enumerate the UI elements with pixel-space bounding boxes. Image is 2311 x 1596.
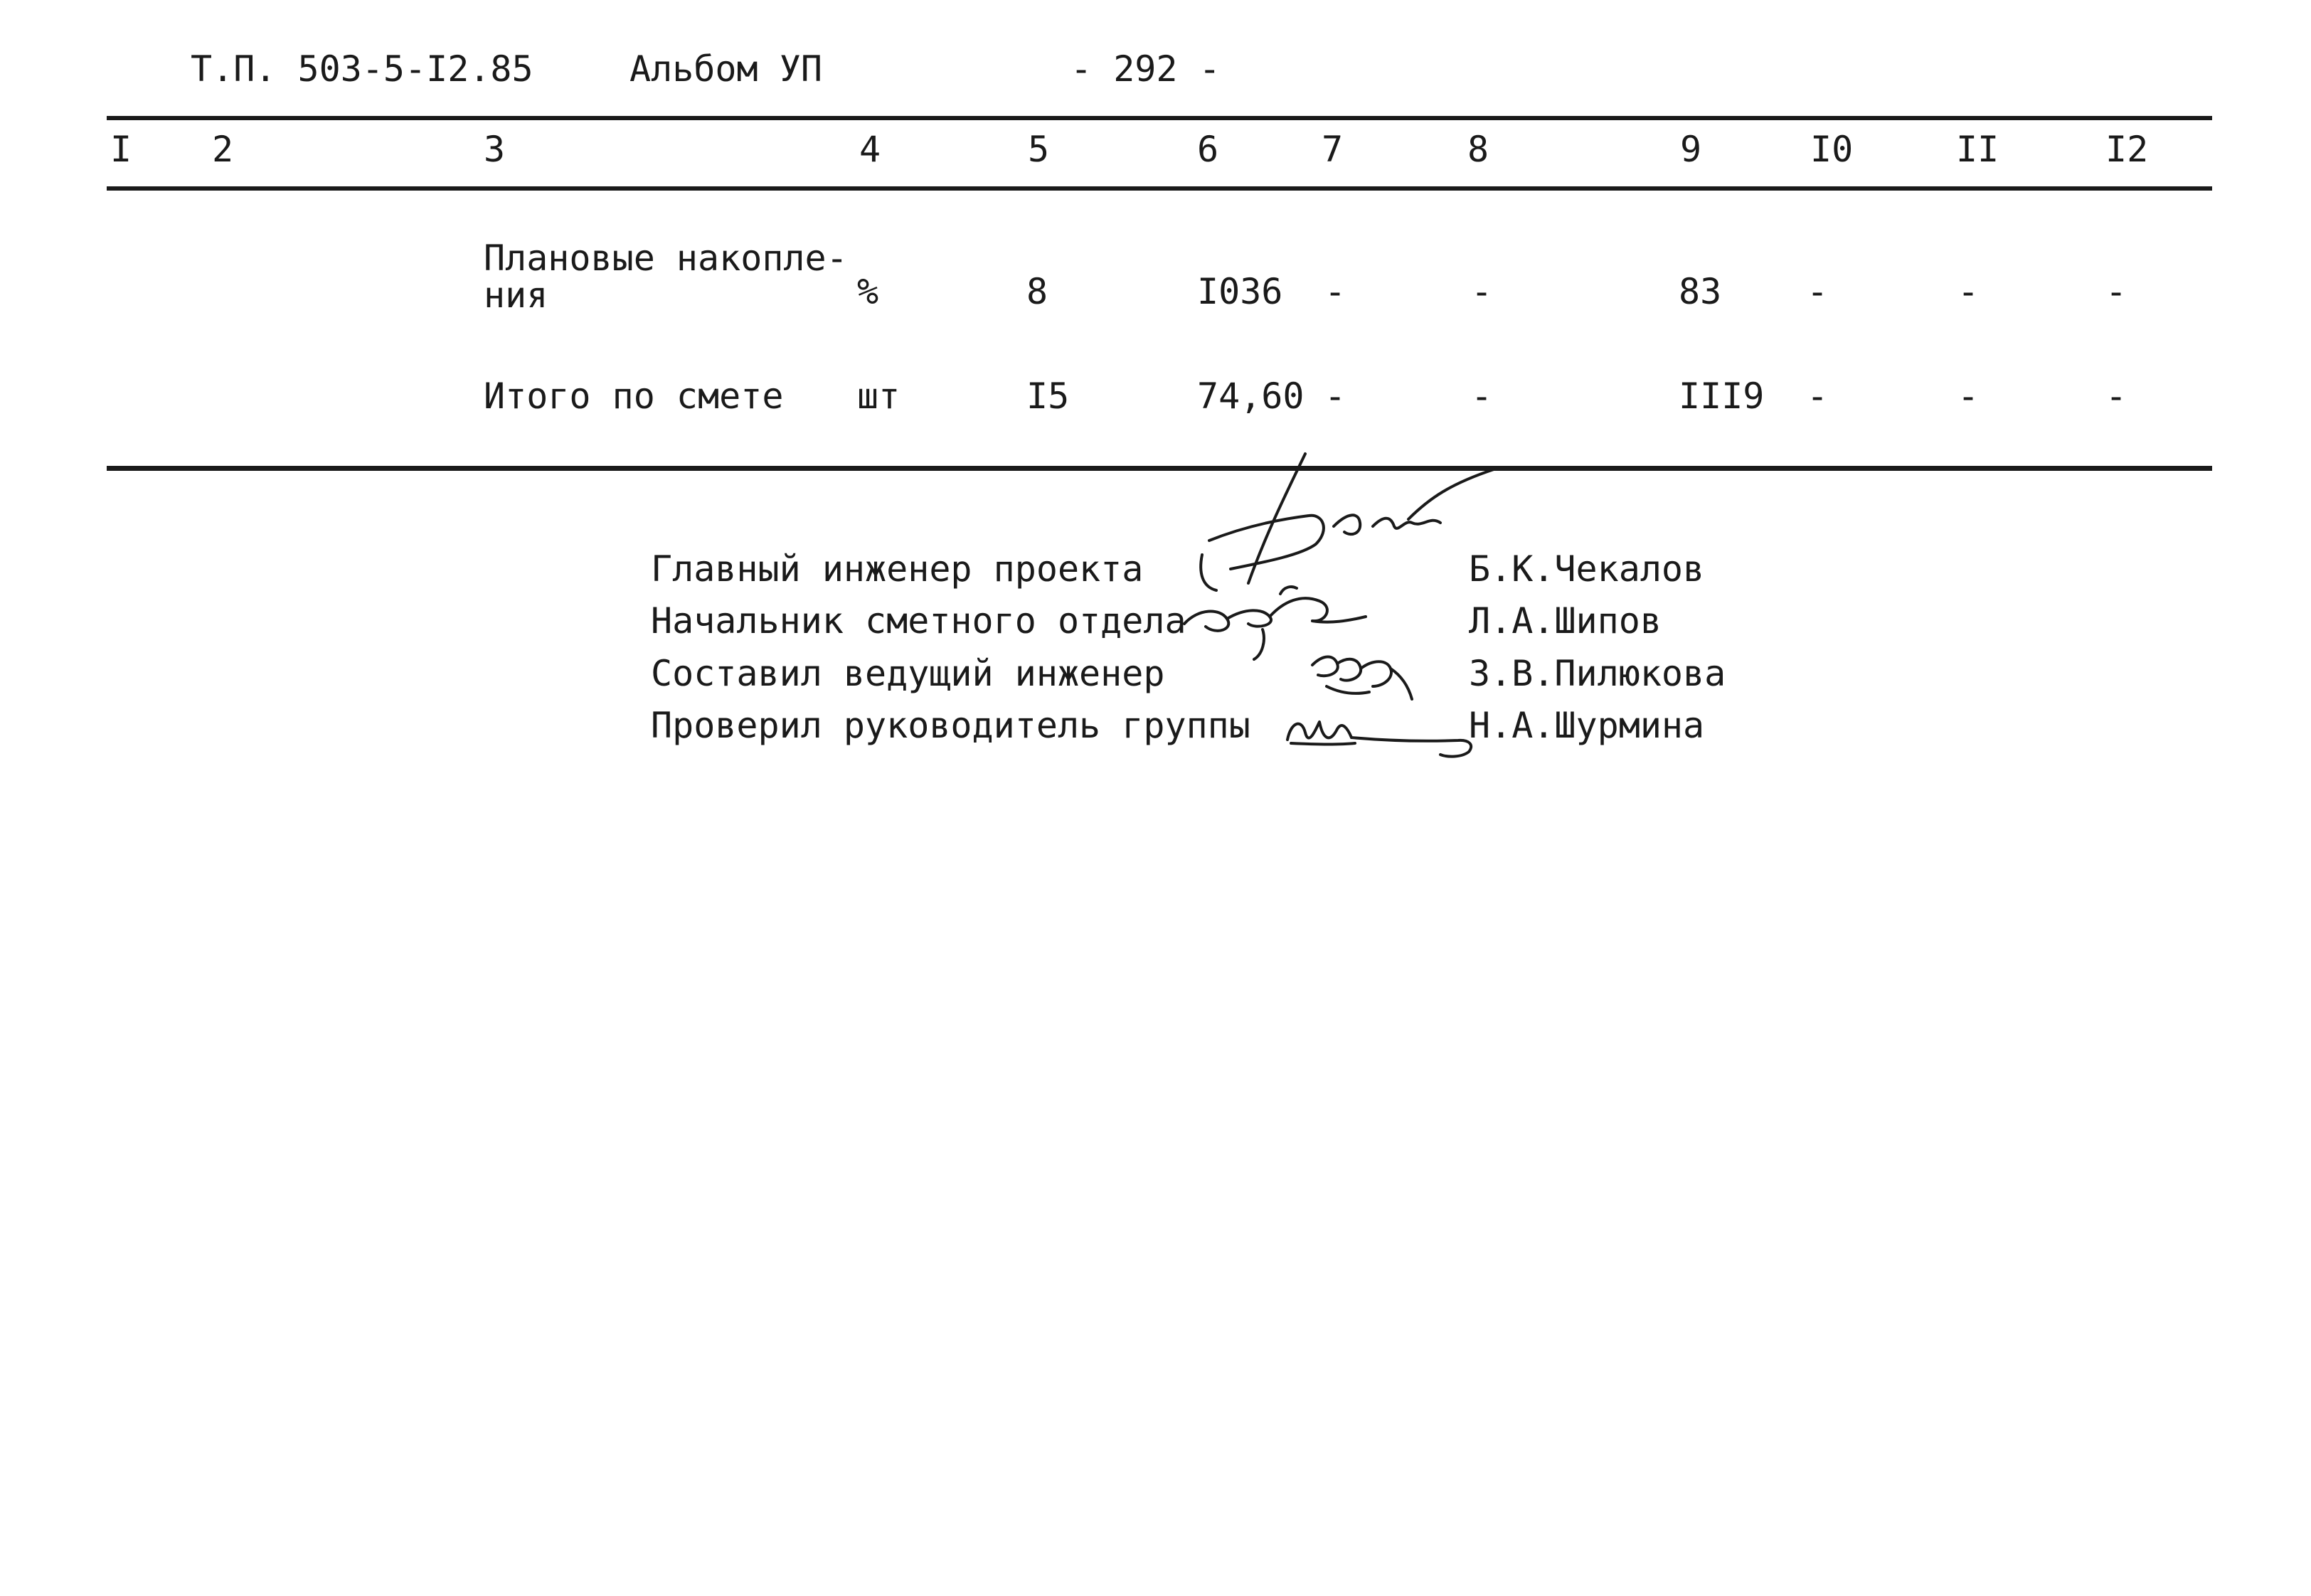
- row-col6: I036: [1197, 271, 1283, 312]
- table-bottom-rule: [107, 466, 2212, 471]
- column-header: I0: [1810, 129, 1854, 170]
- signature-role: Главный инженер проекта: [651, 548, 1144, 590]
- row-col10: -: [1807, 271, 1829, 312]
- column-header: 3: [484, 129, 506, 170]
- signature-name: Б.К.Чекалов: [1469, 548, 1705, 590]
- table-top-rule: [107, 116, 2212, 120]
- row-name-line1: Плановые накопле-: [484, 238, 848, 279]
- column-header: 6: [1197, 129, 1219, 170]
- row-col12: -: [2105, 271, 2127, 312]
- signature-name: Л.А.Шипов: [1469, 600, 1662, 642]
- row-col12: -: [2105, 376, 2127, 417]
- page-number: - 292 -: [1071, 48, 1221, 90]
- handwritten-signature-lead-engineer: [1305, 644, 1426, 708]
- row-col9: III9: [1679, 376, 1765, 417]
- row-name-line2: ния: [484, 275, 548, 316]
- row-col11: -: [1957, 271, 1980, 312]
- document-code: Т.П. 503-5-I2.85: [191, 48, 533, 90]
- album-label: Альбом УП: [629, 48, 822, 90]
- row-col5: I5: [1026, 376, 1070, 417]
- column-header: 5: [1028, 129, 1050, 170]
- table-header-rule: [107, 186, 2212, 191]
- column-header: 8: [1467, 129, 1489, 170]
- signature-role: Составил ведущий инженер: [651, 653, 1165, 694]
- signature-role: Проверил руководитель группы: [651, 705, 1250, 746]
- column-header: II: [1956, 129, 1999, 170]
- row-col7: -: [1324, 271, 1346, 312]
- row-col6: 74,60: [1197, 376, 1305, 417]
- row-unit: шт: [857, 376, 901, 417]
- row-col7: -: [1324, 376, 1346, 417]
- handwritten-signature-group-leader: [1277, 701, 1490, 765]
- column-header: 7: [1322, 129, 1344, 170]
- signature-role: Начальник сметного отдела: [651, 600, 1186, 642]
- row-name: Итого по смете: [484, 376, 784, 417]
- row-unit: %: [857, 271, 879, 312]
- row-col5: 8: [1026, 271, 1048, 312]
- column-header: I2: [2105, 129, 2149, 170]
- row-col9: 83: [1679, 271, 1722, 312]
- column-header: I: [110, 129, 132, 170]
- signature-name: З.В.Пилюкова: [1469, 653, 1726, 694]
- signature-name: Н.А.Шурмина: [1469, 705, 1705, 746]
- column-header: 9: [1680, 129, 1702, 170]
- row-col11: -: [1957, 376, 1980, 417]
- column-header: 2: [212, 129, 234, 170]
- row-col8: -: [1471, 376, 1493, 417]
- row-col10: -: [1807, 376, 1829, 417]
- row-col8: -: [1471, 271, 1493, 312]
- column-header: 4: [859, 129, 881, 170]
